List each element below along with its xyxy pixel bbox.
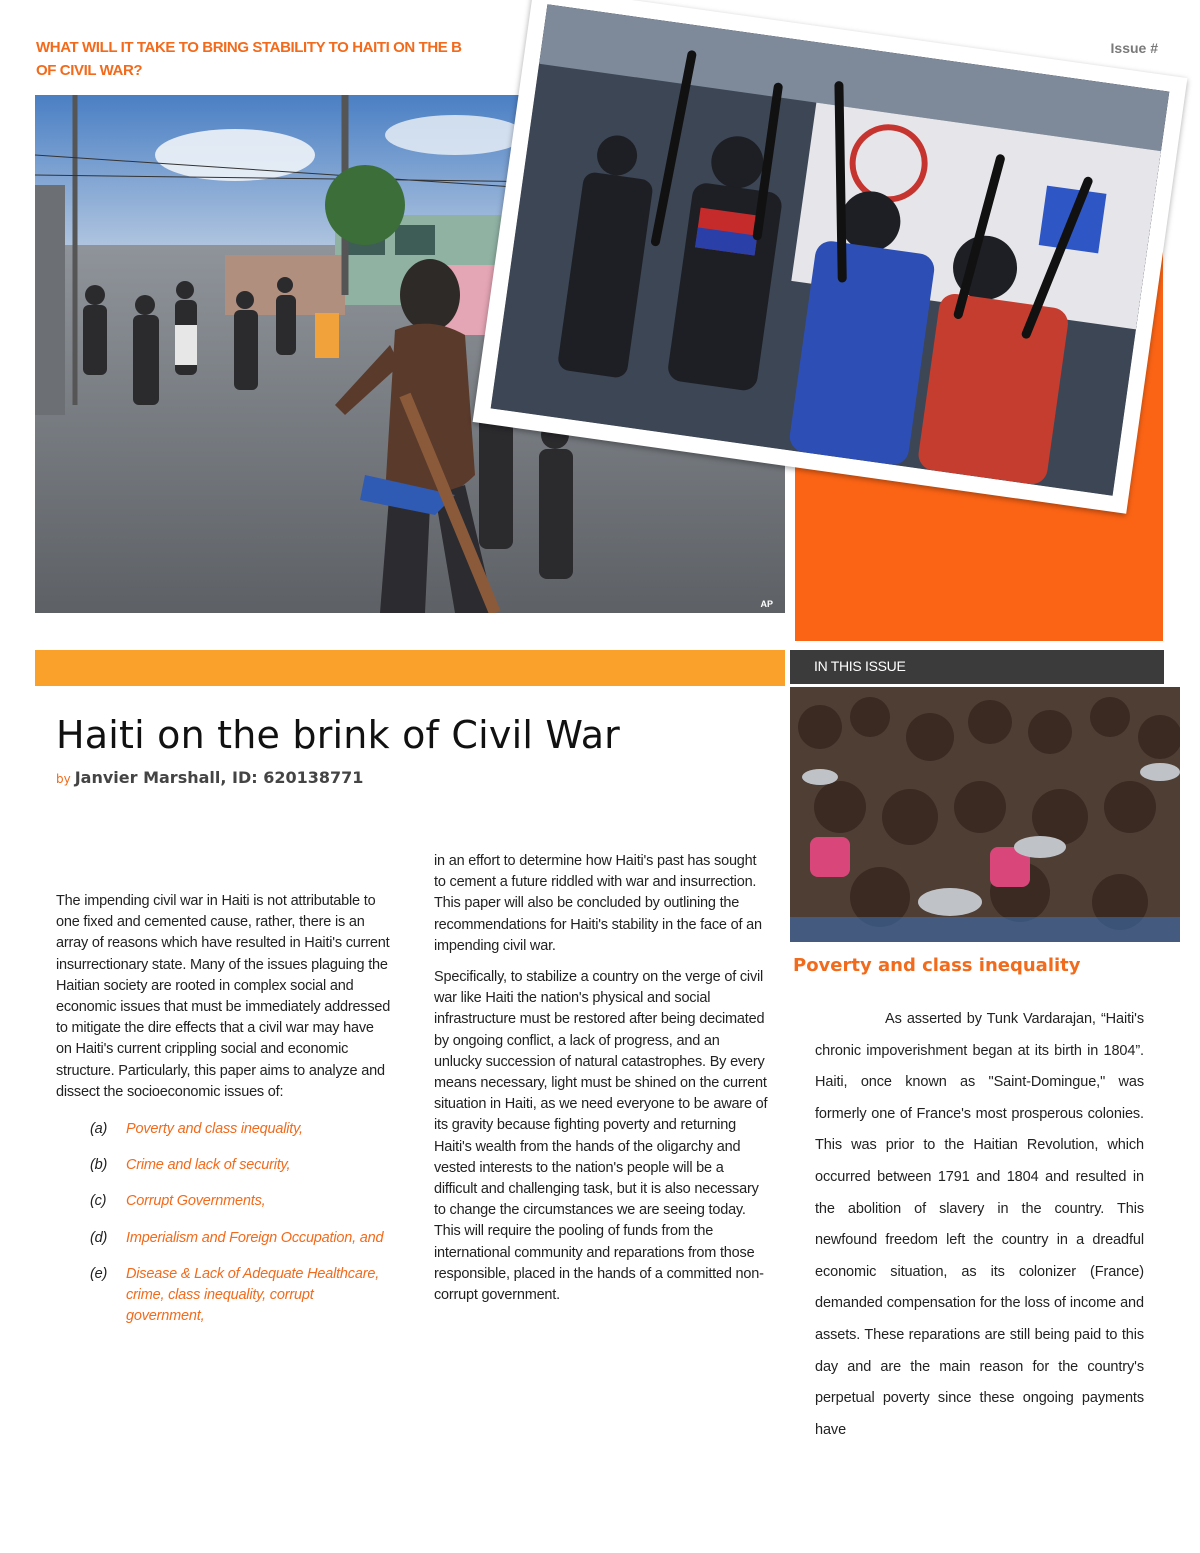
list-item-text: Corrupt Governments, — [126, 1193, 266, 1210]
byline-author: Janvier Marshall, ID: 620138771 — [74, 768, 364, 787]
list-item — [56, 1228, 391, 1249]
intro-paragraph: The impending civil war in Haiti is not attributable to one fixed and cemented cause, rather, there is an array of reasons which have resulted in Haiti's current insurrectionary state. Many of the issues plaguing the Haitian society are rooted in complex social and economic issues that must be immediately addressed to mitigate the dire effects that a civil war may have on Haiti's current crippling social and economic structure. Particularly, this paper aims to analyze and dissect the socioeconomic issues of: — [56, 893, 391, 1100]
list-marker: (b) — [90, 1157, 108, 1174]
list-item — [56, 1119, 391, 1140]
article-byline — [56, 768, 363, 787]
section-divider-bar — [35, 650, 785, 686]
list-item-text: Crime and lack of security, — [126, 1157, 291, 1174]
tilted-photo-armed-group — [473, 0, 1188, 514]
article-title: Haiti on the brink of Civil War — [56, 713, 621, 757]
article-column-2 — [434, 851, 769, 1306]
photo-credit: AP — [760, 599, 773, 609]
sidebar-body: As asserted by Tunk Vardarajan, “Haiti's chronic impoverishment began at its birth in 1804”. Haiti, once known as "Saint-Domingue," was formerly one of France's most prosperous colonies. This was prior to the Haitian Revolution, which occurred between 1791 and 1804 and resulted in the abolition of slavery in the country. This newfound freedom left the country in a dreadful economic situation, as its colonizer (France) demanded compensation for the loss of income and assets. These reparations are still being paid to this day and are the main reason for the country's perpetual poverty since these ongoing payments have — [815, 1011, 1144, 1438]
children-crowd-illustration — [790, 687, 1180, 942]
issue-number: Issue # — [1110, 40, 1158, 56]
in-this-issue-label: IN THIS ISSUE — [790, 650, 1164, 684]
armed-group-illustration — [491, 4, 1170, 495]
sidebar-heading: Poverty and class inequality — [793, 955, 1081, 976]
kicker-line-1: WHAT WILL IT TAKE TO BRING STABILITY TO HAITI ON THE B — [36, 39, 462, 56]
list-item-text: Imperialism and Foreign Occupation, and — [126, 1229, 384, 1246]
kicker-line-2: OF CIVIL WAR? — [36, 62, 143, 79]
list-marker: (c) — [90, 1193, 107, 1210]
list-item-text: Poverty and class inequality, — [126, 1121, 303, 1138]
column-2-paragraph-1: in an effort to determine how Haiti's past has sought to cement a future riddled with war and insurrection. This paper will also be concluded by outlining the recommendations for Haiti's stability in the face of an impending civil war. — [434, 853, 762, 954]
list-item — [56, 1155, 391, 1176]
article-column-1 — [56, 891, 391, 1342]
list-marker: (d) — [90, 1229, 108, 1246]
article-kicker — [36, 36, 536, 82]
column-2-paragraph-2: Specifically, to stabilize a country on the verge of civil war like Haiti the nation's physical and social infrastructure must be restored after being decimated by ongoing conflict, a lack of progress, and an unlucky succession of natural catastrophes. By every means necessary, light must be shined on the current situation in Haiti, as we need everyone to be aware of its gravity because fighting poverty and returning Haiti's wealth from the hands of the oligarchy and vested interests to the nation's people will be a difficult and challenging task, but it is also necessary to change the circumstances we are seeing today. This will require the pooling of funds from the international community and reparations from those responsible, placed in the hands of a committed non-corrupt government. — [434, 969, 768, 1304]
children-food-line-photo — [790, 687, 1180, 942]
byline-prefix: by — [56, 772, 71, 786]
issues-list — [56, 1119, 391, 1327]
list-item — [56, 1264, 391, 1328]
list-item — [56, 1191, 391, 1212]
list-item-text: Disease & Lack of Adequate Healthcare, crime, class inequality, corrupt government, — [126, 1265, 380, 1325]
list-marker: (e) — [90, 1265, 108, 1282]
list-marker: (a) — [90, 1121, 108, 1138]
